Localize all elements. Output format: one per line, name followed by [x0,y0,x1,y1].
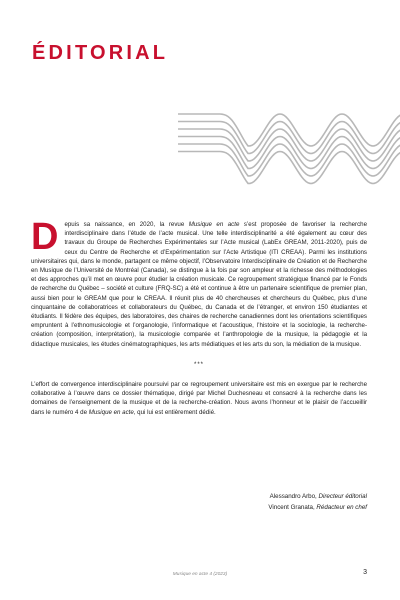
wave-line [178,152,400,184]
signature-1 [268,492,367,503]
journal-title: Musique en acte [188,221,240,228]
wave-line [178,137,400,169]
paragraph-1 [31,216,367,349]
decorative-waves [178,96,400,206]
paragraph-2-end: , qui lui est entièrement dédié. [133,408,216,416]
page-number: 3 [363,569,367,576]
signature-2-name: Vincent Granata, [268,503,317,511]
paragraph-2-start: L’effort de convergence interdisciplinaire poursuivi par ce regroupement universitaire est mis en exergue par le recherche collaborative à l’œuvre dans ce dossier thématique, dirigé par Michel Duchesneau et consacré à la recherche dans les domaines de l’enseignement de la musique et de la recherche-création. Nous avons l’honneur et le plaisir de l’accueillir dans le numéro 4 de [31,381,367,416]
wave-line [178,144,400,176]
signature-1-name: Alessandro Arbo, [269,493,319,500]
section-separator: *** [193,361,204,368]
footer-journal-issue: Musique en acte 4 (2023) [172,572,228,577]
wave-line [178,122,400,154]
editorial-text [31,216,367,417]
signature-2 [268,503,367,514]
signatures [268,492,367,513]
journal-title: Musique en acte [88,408,134,416]
paragraph-2 [31,380,367,417]
paragraph-1-start: epuis sa naissance, en 2020, la revue [64,221,189,228]
signature-1-role: Directeur éditorial [318,493,367,500]
drop-cap: D [31,216,59,258]
wave-line [178,114,400,146]
page-title: ÉDITORIAL [32,42,169,64]
wave-line [178,129,400,161]
paragraph-1-body: s’est proposée de favoriser la recherche interdisciplinaire dans l’étude de l’acte musical. Une telle interdisciplinarité a été également au cœur des travaux du Groupe de Recherches Expérimentales sur l’Acte musical (LabEx GREAM, 2011-2020), puis de ceux du Centre de Recherche et d’Expérimentation sur l’Acte Artistique (ITI CREAA). Parmi les institutions universitaires qui, dans le monde, partagent ce même objectif, l’Observatoire Interdisciplinaire de Création et de Recherche en Musique de l’Université de Montréal (Canada), se distingue à la fois par son ampleur et la richesse des méthodologies et des approches qu’il met en œuvre pour étudier la création musicale. Ce regroupement stratégique financé par le Fonds de recherche du Québec – société et culture (FRQ-SC) a été et continue à être un partenaire scientifique de premier plan, aussi bien pour le GREAM que pour le CREAA. Il réunit plus de 40 chercheuses et chercheurs du Québec, plus d’une cinquantaine de collaboratrices et collaborateurs du Québec, du Canada et de l’étranger, et environ 150 étudiantes et étudiants. Il fédère des équipes, des laboratoires, des chaires de recherche canadiennes dont les orientations scientifiques empruntent à l’ethnomusicologie et l’organologie, l’informatique et l’acoustique, l’histoire et la sociologie, la recherche-création (composition, interprétation), la musicologie comparée et l’anthropologie de la musique, la pédagogie et la didactique musicales, les études cinématographiques, les arts médiatiques et les arts du son, la médiation de la musique. [31,221,367,348]
signature-2-role: Rédacteur en chef [316,503,367,511]
